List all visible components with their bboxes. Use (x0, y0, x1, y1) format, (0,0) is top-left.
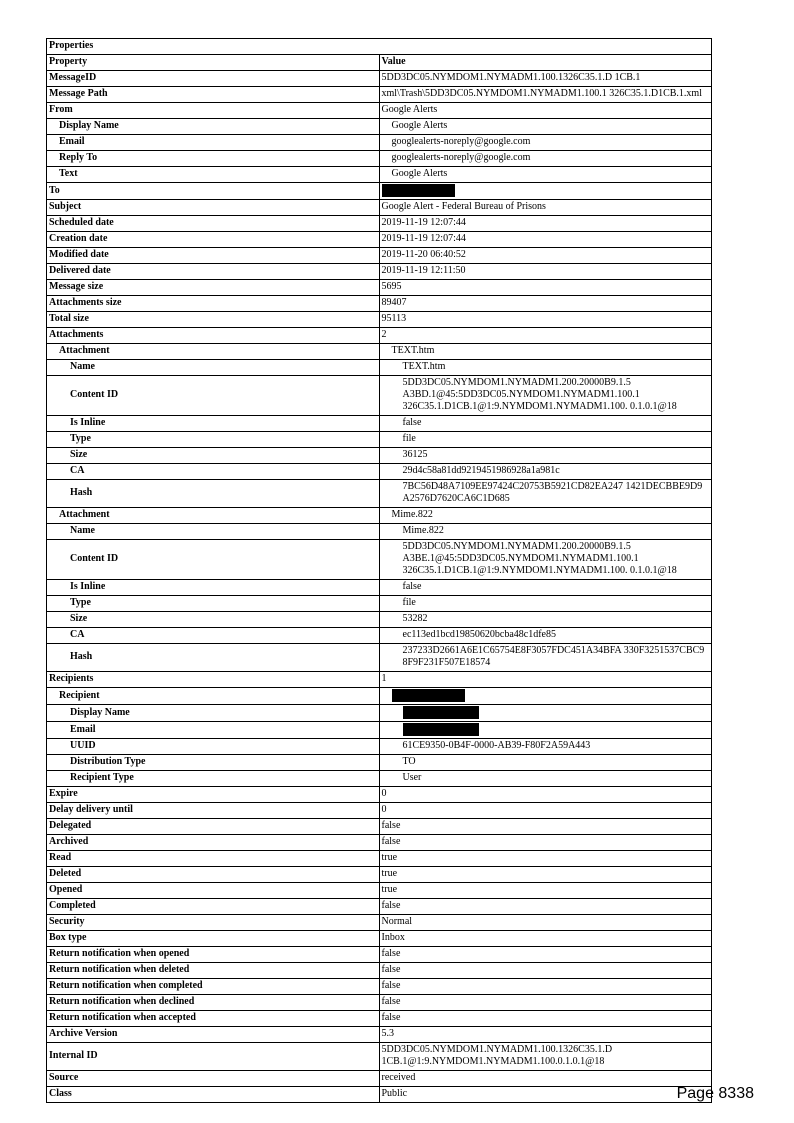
property-column-header: Property (47, 55, 380, 71)
property-value: googlealerts-noreply@google.com (379, 135, 712, 151)
table-row (47, 722, 712, 739)
property-name: Attachment (47, 344, 380, 360)
table-row (47, 540, 712, 580)
property-name: Type (47, 596, 380, 612)
table-row (47, 612, 712, 628)
property-value: 237233D2661A6E1C65754E8F3057FDC451A34BFA 330F3251537CBC98F9F231F507E18574 (379, 644, 712, 672)
table-row (47, 835, 712, 851)
property-value: Google Alert - Federal Bureau of Prisons (379, 200, 712, 216)
property-value: true (379, 851, 712, 867)
table-row (47, 851, 712, 867)
property-name: Message size (47, 280, 380, 296)
table-row (47, 1087, 712, 1103)
property-name: Scheduled date (47, 216, 380, 232)
property-name: Archived (47, 835, 380, 851)
property-name: From (47, 103, 380, 119)
table-row (47, 672, 712, 688)
table-row (47, 416, 712, 432)
table-row (47, 71, 712, 87)
property-value: 5DD3DC05.NYMDOM1.NYMADM1.200.20000B9.1.5 A3BD.1@45:5DD3DC05.NYMDOM1.NYMADM1.100.1 326C35.1.D1CB.1@1:9.NYMDOM1.NYMADM1.100. 0.1.0.1@18 (379, 376, 712, 416)
property-name: Recipient Type (47, 771, 380, 787)
property-value: TEXT.htm (379, 360, 712, 376)
property-name: Return notification when opened (47, 947, 380, 963)
property-name: Internal ID (47, 1043, 380, 1071)
property-name: CA (47, 464, 380, 480)
property-value: false (379, 1011, 712, 1027)
property-name: Class (47, 1087, 380, 1103)
property-name: Read (47, 851, 380, 867)
table-row (47, 360, 712, 376)
property-value: 2019-11-19 12:11:50 (379, 264, 712, 280)
property-value: Mime.822 (379, 508, 712, 524)
redacted-value (379, 688, 712, 705)
table-row (47, 328, 712, 344)
property-value: true (379, 867, 712, 883)
property-name: Source (47, 1071, 380, 1087)
table-row (47, 312, 712, 328)
property-value: TO (379, 755, 712, 771)
property-name: Total size (47, 312, 380, 328)
table-row (47, 883, 712, 899)
property-value: false (379, 995, 712, 1011)
table-row (47, 1011, 712, 1027)
property-value: 5DD3DC05.NYMDOM1.NYMADM1.100.1326C35.1.D 1CB.1@1:9.NYMDOM1.NYMADM1.100.0.1.0.1@18 (379, 1043, 712, 1071)
table-row (47, 87, 712, 103)
page-number: Page 8338 (676, 1085, 754, 1102)
property-value: 0 (379, 787, 712, 803)
table-row (47, 819, 712, 835)
property-name: Delegated (47, 819, 380, 835)
table-row (47, 628, 712, 644)
property-value: Google Alerts (379, 103, 712, 119)
property-value: User (379, 771, 712, 787)
table-row (47, 264, 712, 280)
property-value: false (379, 963, 712, 979)
redacted-value (379, 705, 712, 722)
properties-table-body (47, 39, 712, 1103)
table-row (47, 376, 712, 416)
table-row (47, 103, 712, 119)
property-value: 2019-11-19 12:07:44 (379, 216, 712, 232)
property-name: Text (47, 167, 380, 183)
table-row (47, 947, 712, 963)
table-title-row (47, 39, 712, 55)
property-name: Is Inline (47, 580, 380, 596)
table-row (47, 1043, 712, 1071)
property-value: file (379, 596, 712, 612)
table-row (47, 787, 712, 803)
property-value: googlealerts-noreply@google.com (379, 151, 712, 167)
property-name: Creation date (47, 232, 380, 248)
property-value: 53282 (379, 612, 712, 628)
table-row (47, 596, 712, 612)
property-value: 2019-11-20 06:40:52 (379, 248, 712, 264)
property-name: Archive Version (47, 1027, 380, 1043)
property-value: 5695 (379, 280, 712, 296)
property-value: false (379, 899, 712, 915)
table-row (47, 232, 712, 248)
redaction-bar (392, 689, 465, 702)
property-value: Mime.822 (379, 524, 712, 540)
property-name: Deleted (47, 867, 380, 883)
table-row (47, 464, 712, 480)
table-row (47, 432, 712, 448)
redaction-bar (382, 184, 455, 197)
property-value: false (379, 947, 712, 963)
properties-table (46, 38, 712, 1103)
table-row (47, 995, 712, 1011)
property-value: 2019-11-19 12:07:44 (379, 232, 712, 248)
property-value: 7BC56D48A7109EE97424C20753B5921CD82EA247 1421DECBBE9D9A2576D7620CA6C1D685 (379, 480, 712, 508)
table-row (47, 119, 712, 135)
property-name: Display Name (47, 119, 380, 135)
property-value: 5DD3DC05.NYMDOM1.NYMADM1.200.20000B9.1.5 A3BE.1@45:5DD3DC05.NYMDOM1.NYMADM1.100.1 326C35.1.D1CB.1@1:9.NYMDOM1.NYMADM1.100. 0.1.0.1@18 (379, 540, 712, 580)
table-row (47, 1071, 712, 1087)
property-name: Size (47, 612, 380, 628)
table-header-row (47, 55, 712, 71)
property-name: Return notification when declined (47, 995, 380, 1011)
table-row (47, 771, 712, 787)
table-row (47, 448, 712, 464)
property-value: 29d4c58a81dd9219451986928a1a981c (379, 464, 712, 480)
property-name: Return notification when deleted (47, 963, 380, 979)
property-name: Modified date (47, 248, 380, 264)
property-name: Hash (47, 480, 380, 508)
property-name: Size (47, 448, 380, 464)
property-name: Subject (47, 200, 380, 216)
property-value: false (379, 979, 712, 995)
property-value: xml\Trash\5DD3DC05.NYMDOM1.NYMADM1.100.1 326C35.1.D1CB.1.xml (379, 87, 712, 103)
redacted-value (379, 183, 712, 200)
property-value: file (379, 432, 712, 448)
table-row (47, 739, 712, 755)
redaction-bar (403, 723, 479, 736)
table-row (47, 344, 712, 360)
property-value: false (379, 416, 712, 432)
property-name: Recipients (47, 672, 380, 688)
table-row (47, 580, 712, 596)
redacted-value (379, 722, 712, 739)
property-name: Message Path (47, 87, 380, 103)
property-value: 95113 (379, 312, 712, 328)
property-value: received (379, 1071, 712, 1087)
table-row (47, 963, 712, 979)
table-row (47, 524, 712, 540)
table-row (47, 508, 712, 524)
table-row (47, 1027, 712, 1043)
property-name: Expire (47, 787, 380, 803)
table-row (47, 931, 712, 947)
property-name: To (47, 183, 380, 200)
property-value: 89407 (379, 296, 712, 312)
property-value: TEXT.htm (379, 344, 712, 360)
table-row (47, 183, 712, 200)
property-value: 0 (379, 803, 712, 819)
property-name: Attachments (47, 328, 380, 344)
property-name: MessageID (47, 71, 380, 87)
property-name: Attachments size (47, 296, 380, 312)
table-row (47, 151, 712, 167)
table-row (47, 755, 712, 771)
property-value: Google Alerts (379, 167, 712, 183)
table-row (47, 867, 712, 883)
property-value: false (379, 580, 712, 596)
property-name: Box type (47, 931, 380, 947)
property-name: Content ID (47, 540, 380, 580)
property-value: 1 (379, 672, 712, 688)
property-name: Email (47, 722, 380, 739)
property-name: Name (47, 360, 380, 376)
property-name: Content ID (47, 376, 380, 416)
property-name: Recipient (47, 688, 380, 705)
property-name: Hash (47, 644, 380, 672)
table-row (47, 480, 712, 508)
redaction-bar (403, 706, 479, 719)
table-row (47, 915, 712, 931)
property-value: Inbox (379, 931, 712, 947)
property-name: UUID (47, 739, 380, 755)
property-value: Google Alerts (379, 119, 712, 135)
table-row (47, 280, 712, 296)
property-name: Attachment (47, 508, 380, 524)
property-value: 5.3 (379, 1027, 712, 1043)
property-name: Distribution Type (47, 755, 380, 771)
table-row (47, 899, 712, 915)
property-value: false (379, 819, 712, 835)
property-name: Security (47, 915, 380, 931)
table-row (47, 296, 712, 312)
table-row (47, 803, 712, 819)
property-value: Normal (379, 915, 712, 931)
property-name: Reply To (47, 151, 380, 167)
property-value: 2 (379, 328, 712, 344)
table-row (47, 248, 712, 264)
property-name: Delivered date (47, 264, 380, 280)
property-name: CA (47, 628, 380, 644)
value-column-header: Value (379, 55, 712, 71)
property-name: Return notification when accepted (47, 1011, 380, 1027)
property-value: 5DD3DC05.NYMDOM1.NYMADM1.100.1326C35.1.D 1CB.1 (379, 71, 712, 87)
property-name: Display Name (47, 705, 380, 722)
property-value: 36125 (379, 448, 712, 464)
property-name: Name (47, 524, 380, 540)
property-name: Type (47, 432, 380, 448)
property-value: 61CE9350-0B4F-0000-AB39-F80F2A59A443 (379, 739, 712, 755)
property-value: Public (379, 1087, 712, 1103)
property-name: Is Inline (47, 416, 380, 432)
property-value: ec113ed1bcd19850620bcba48c1dfe85 (379, 628, 712, 644)
table-row (47, 979, 712, 995)
property-name: Return notification when completed (47, 979, 380, 995)
table-row (47, 705, 712, 722)
table-row (47, 200, 712, 216)
table-row (47, 644, 712, 672)
table-row (47, 135, 712, 151)
property-name: Delay delivery until (47, 803, 380, 819)
property-name: Opened (47, 883, 380, 899)
property-value: true (379, 883, 712, 899)
table-row (47, 216, 712, 232)
property-name: Completed (47, 899, 380, 915)
table-title: Properties (47, 39, 712, 55)
table-row (47, 167, 712, 183)
property-value: false (379, 835, 712, 851)
property-name: Email (47, 135, 380, 151)
table-row (47, 688, 712, 705)
